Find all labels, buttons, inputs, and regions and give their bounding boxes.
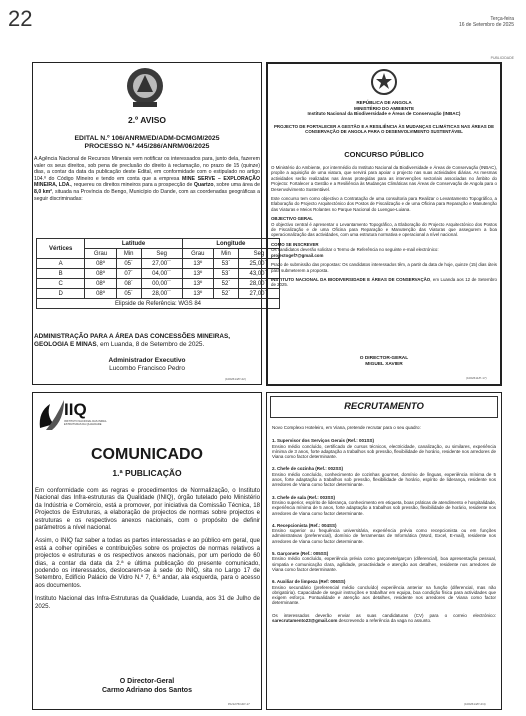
- aviso-edital: [32, 135, 262, 151]
- aviso-area: 8,0 km²: [34, 188, 53, 195]
- concurso-p5: Prazo de submissão das propostas: Os candidatos interessados têm, a partir da data de hoje, quinze (15) dias úteis para submeterem a proposta.: [271, 262, 497, 273]
- job-text: Ensino superior, espírito de liderança, conhecimento em etiqueta, boas práticas de atendimento e hospitalidade, experiência mínima de 5 anos, forte adaptação a trabalhos sob pressão, flexibilidade de horário, residente nos arredores de Viana como factor determinante.: [272, 499, 496, 516]
- table-cell: 08º: [85, 289, 116, 299]
- table-cell: 52´: [213, 279, 238, 289]
- table-cell: 27,00´´: [239, 289, 280, 299]
- concurso-instituto: Instituto Nacional da Biodiversidade e Áreas de Conservação (INBAC): [307, 111, 461, 117]
- job-heading: 4. Recepcionista (Ref.: 004SS): [272, 522, 337, 528]
- comunicado-ref: PA/1276/14P-17: [228, 702, 250, 706]
- recrutamento-title-bar: [270, 396, 498, 418]
- concurso-p3: O objectivo central é apresentar o Levantamento Topográfico, a Elaboração do Projecto Arquitectónico dos Postos de Fiscalização e de uma Oficina para Reparação e Manutenção das Viaturas que assegurem a boa operacionalização das actividades, com uma estrutura normativa e operacional a nível nacional.: [271, 221, 497, 238]
- job-text: Ensino secundário (preferencial médio concluído) experiência anterior na função (diferencial, mas não obrigatória). Capacidade de seguir instruções e trabalhar em equipa, boa condição física para actividades que exigem esforço. Pontualidade e atenção aos detalhes, residente nos arredores de Viana como factor determinante.: [272, 584, 496, 606]
- concurso-ref: (1002611/P-17): [466, 376, 487, 380]
- concurso-header: [268, 100, 500, 117]
- table-cell: 08º: [85, 259, 116, 269]
- page-number: 22: [8, 6, 33, 31]
- concurso-ministerio: MINISTÉRIO DO AMBIENTE: [353, 105, 415, 111]
- aviso-body: [34, 156, 260, 202]
- table-cell: 13º: [182, 279, 213, 289]
- concurso-p2: Este concurso tem como objectivo a Contratação de uma consultoria para Realizar o Levantamento Topográfico, a Elaboração do Projecto Arquitectónico dos Postos de Fiscalização e de uma Oficina para Reparação e Manutenção das Viaturas e Meios Rolantes no Parque Nacional do Luengue-Luiana.: [271, 196, 497, 212]
- table-cell: 13º: [182, 269, 213, 279]
- recrutamento-intro: Novo Complexo Hoteleiro, em Viana, pretende recrutar para o seu quadro:: [272, 425, 421, 430]
- recrutamento-email[interactable]: sarecrutamento23@gmail.com: [272, 618, 338, 624]
- table-cell: A: [37, 259, 85, 269]
- aviso-body-mid: , requereu os direitos mineiros para a prospecção de: [70, 182, 194, 189]
- th-min: Min: [116, 249, 141, 259]
- concurso-title: CONCURSO PÚBLICO: [344, 150, 424, 159]
- aviso-body-mid2: , sobre uma área de: [213, 182, 260, 189]
- concurso-republica: REPÚBLICA DE ANGOLA: [356, 100, 412, 105]
- job-text: Ensino superior ou frequência universitária, experiência prévia como recepcionista ou em funções administrativas (preferencial), domínio de ferramentas de Informática (Word, Excel, E-mail), residente nos arredores de Viana como factor determinante.: [272, 528, 496, 544]
- iniq-logo: [36, 396, 106, 436]
- th-grau: Grau: [182, 249, 213, 259]
- page-date-text: 16 de Setembro de 2025: [458, 22, 514, 28]
- anrm-emblem-icon: [125, 66, 165, 110]
- table-cell: 05´: [116, 289, 141, 299]
- concurso-body: [271, 165, 497, 292]
- job-item: [272, 523, 496, 544]
- concurso-sign-title: O DIRECTOR-GERAL: [359, 356, 409, 361]
- job-heading: 1. Supervisor dos Serviços Gerais (Ref.: 001SS): [272, 438, 375, 444]
- comunicado-signature: [32, 678, 262, 695]
- concurso-signature: [268, 356, 500, 368]
- aviso-ref: (1002614/P-22): [225, 377, 246, 381]
- table-cell: 43,00´´: [239, 269, 280, 279]
- recrutamento-title: RECRUTAMENTO: [344, 401, 424, 412]
- table-cell: 07´: [116, 269, 141, 279]
- table-cell: 25,00´´: [239, 259, 280, 269]
- angola-emblem-icon: [370, 68, 398, 96]
- comunicado-sign-title: O Director-Geral: [119, 678, 175, 685]
- table-cell: 08º: [85, 279, 116, 289]
- job-item: [272, 466, 496, 487]
- table-cell: 52´: [213, 289, 238, 299]
- concurso-closing-rest: , em Luanda aos 12 de Setembro de 2025.: [271, 276, 497, 288]
- comunicado-p2: Assim, o INIQ faz saber a todas as partes interessadas e ao público em geral, que está a colher opiniões e contribuições sobre os projectos de normas relativos a projectos e estruturas e os respectivos anexos nacionais, por um período de 60 dias, a contar da data da 2.ª e última publicação do presente comunicado, podendo os interessados, deslocarem-se à sede do INIQ, sita no Largo 17 de Setembro, Edifício Palácio de Vidro N.º 7, 6.º andar, ala esquerda, para o acesso aos documentos.: [35, 537, 260, 589]
- concurso-closing: [271, 277, 497, 288]
- table-cell: 53´: [213, 269, 238, 279]
- job-text: Ensino médio concluído, experiência prévia como garçonete/garçon (diferencial), boa apresentação pessoal, simpatia e comunicação clara, agilidade, proactividade e atenção aos detalhes, residente nos arredores de Viana como factor determinante.: [272, 556, 496, 572]
- job-heading: 6. Auxiliar de limpeza (Ref: 006SS): [272, 579, 346, 585]
- coordinates-table-wrap: [36, 238, 280, 309]
- comunicado-subtitle: 1.ª PUBLICAÇÃO: [112, 468, 182, 478]
- aviso-signature: [32, 357, 262, 373]
- th-latitude: Latitude: [85, 239, 182, 249]
- aviso-sign-title: Administrador Executivo: [108, 357, 186, 364]
- job-text: Ensino médio concluído, conhecimento de cozinhas gourmet, domínio de línguas, experiência mínima de 5 anos, forte adaptação a trabalhos sob pressão, flexibilidade de horário, espírito de liderança, residente nos arredores de Viana como factor determinante.: [272, 471, 496, 488]
- iniq-logo-sub: INSTITUTO NACIONAL DAS INFRA-ESTRUTURAS DA QUALIDADE: [64, 420, 107, 427]
- recrutamento-outro-rest: descrevendo a referência da vaga no assunto.: [337, 618, 432, 624]
- concurso-closing-bold: INSTITUTO NACIONAL DA BIODIVERSIDADE E ÁREAS DE CONSERVAÇÃO: [271, 276, 431, 282]
- publicidade-label: PUBLICIDADE: [490, 56, 514, 60]
- job-item: [272, 438, 496, 459]
- job-item: [272, 579, 496, 605]
- comunicado-p3: Instituto Nacional das Infra-Estruturas da Qualidade, Luanda, aos 31 de Julho de 2025.: [35, 595, 260, 610]
- table-row: [37, 259, 280, 269]
- table-cell: B: [37, 269, 85, 279]
- recrutamento-ref: (1002614/P-2/4): [464, 702, 486, 706]
- aviso-body-post: , situada na Província do Bengo, Município do Dande, com as coordenadas geográficas a seguir discriminadas:: [34, 188, 260, 202]
- table-footer: Elipside de Referência: WGS 84: [37, 299, 280, 309]
- aviso-mineral: Quartzo: [193, 182, 214, 189]
- recrutamento-outro-text: Os interessados deverão enviar as suas candidaturas (CV) para o correio electrónico:: [272, 612, 496, 618]
- table-cell: 08º: [85, 269, 116, 279]
- comunicado-p1: Em conformidade com as regras e procedimentos de Normalização, o Instituto Nacional das Infra-estruturas da Qualidade (INIQ), órgão tutelado pelo Ministério da Indústria e Comércio, está a promover, por iniciativa da Comissão Técnica, 18 Projectos de Estruturas, a elaboração de projectos de normas sobre projectos e estruturas e os respectivos anexos nacionais, com o propósito de definir parâmetros a nível nacional.: [35, 487, 260, 532]
- aviso-body-pre: A Agência Nacional de Recursos Minerais vem notificar os interessados para, junto dela, fazerem valer os seus direitos, sob pena de preclusão do direito à reclamação, no prazo de 15 (quinze) dias, a contar da data da publicação deste Edital, em conformidade com o estipulado no artigo 104.º do Código Mineiro e tendo em conta que a empresa: [34, 156, 260, 182]
- table-cell: 28,00´´: [141, 289, 182, 299]
- table-cell: 04,00´´: [141, 269, 182, 279]
- table-cell: 13º: [182, 259, 213, 269]
- concurso-sign-name: MIGUEL XAVIER: [365, 362, 403, 367]
- table-cell: C: [37, 279, 85, 289]
- job-heading: 3. Chefe de sala (Ref.: 003SS): [272, 494, 336, 500]
- aviso-closing-rest: , em Luanda, 8 de Setembro de 2025.: [96, 341, 205, 348]
- job-text: Ensino médio concluído, certificado de cursos técnicos, electricidade, canalização, ou similares, experiência mínima de 3 anos, forte adaptação a trabalhos sob pressão, flexibilidade de horário, residente nos arredores de Viana como factor determinante.: [272, 443, 496, 460]
- recrutamento-body: [272, 425, 496, 623]
- comunicado-title: COMUNICADO: [91, 446, 203, 463]
- coordinates-table: [36, 238, 280, 309]
- aviso-title: 2.º AVISO: [127, 115, 167, 125]
- concurso-email[interactable]: projectogef7@gmail.com: [271, 252, 324, 258]
- job-item: [272, 551, 496, 572]
- table-cell: 28,00´´: [239, 279, 280, 289]
- table-row: [37, 279, 280, 289]
- concurso-ins-heading: COMO SE INSCREVER: [271, 241, 319, 247]
- edital-number: EDITAL N.º 106/ANRM/ED/ADM-DCMGM/2025: [74, 135, 220, 142]
- aviso-company: MINE SERVE – EXPLORAÇÃO MINEIRA, LDA.: [34, 175, 260, 189]
- th-seg: Seg: [141, 249, 182, 259]
- aviso-closing-bold: ADMINISTRAÇÃO PARA A ÁREA DAS CONCESSÕES MINEIRAS, GEOLOGIA E MINAS: [34, 333, 230, 348]
- th-min: Min: [213, 249, 238, 259]
- table-cell: 13º: [182, 289, 213, 299]
- table-cell: 00,00´´: [141, 279, 182, 289]
- job-item: [272, 495, 496, 516]
- th-grau: Grau: [85, 249, 116, 259]
- processo-number: PROCESSO N.º 445/286/ANRM/06/2025: [84, 143, 210, 150]
- aviso-closing: [34, 333, 260, 349]
- page-day: Terça-feira: [490, 16, 514, 22]
- th-longitude: Longitude: [182, 239, 279, 249]
- th-vertices: Vértices: [37, 239, 85, 259]
- page-date: [459, 16, 514, 28]
- concurso-obj-heading: OBJECTIVO GERAL: [271, 216, 313, 222]
- anrm-emblem: [125, 66, 165, 110]
- th-seg: Seg: [239, 249, 280, 259]
- concurso-p1: O Ministério do Ambiente, por intermédio do Instituto Nacional da Biodiversidade e Áreas de Conservação (INBAC), propõe a aquisição de uma viatura, que servirá para apoiar o projecto nas suas actividades diárias. As mesmas actividades serão realizadas nas áreas protegidas para as intervenções sectoriais associadas no âmbito do Projecto: Fortalecer a Gestão e a Resiliência às Mudanças Climáticas nas Áreas de Conservação de Angola para o Desenvolvimento Sustentável.: [271, 165, 497, 192]
- job-heading: 2. Chefe de cozinha (Ref.: 002SS): [272, 466, 344, 472]
- iniq-mark-icon: [36, 398, 66, 434]
- table-cell: 27,00´´: [141, 259, 182, 269]
- table-cell: 08´: [116, 279, 141, 289]
- aviso-sign-name: Lucombo Francisco Pedro: [109, 365, 185, 372]
- concurso-p4: Os candidatos deverão solicitar o Termo de Referência no seguinte e-mail electrónico:: [271, 247, 439, 253]
- recrutamento-outro: [272, 613, 496, 624]
- comunicado-sign-name: Carmo Adriano dos Santos: [102, 686, 192, 694]
- concurso-projecto: PROJECTO DE FORTALECER A GESTÃO E A RESILIÊNCIA ÀS MUDANÇAS CLIMÁTICAS NAS ÁREAS DE CONSERVAÇÃO DE ANGOLA PARA O DESENVOLVIMENTO SUSTENTÁVEL: [273, 124, 495, 135]
- table-cell: 05´: [116, 259, 141, 269]
- job-heading: 5. Garçonete (Ref.: 005SS): [272, 551, 329, 557]
- table-cell: D: [37, 289, 85, 299]
- angola-emblem: [370, 68, 398, 96]
- table-row: [37, 269, 280, 279]
- table-row: [37, 289, 280, 299]
- iniq-logo-text: IIQ: [64, 400, 87, 419]
- table-cell: 53´: [213, 259, 238, 269]
- comunicado-body: [35, 487, 260, 610]
